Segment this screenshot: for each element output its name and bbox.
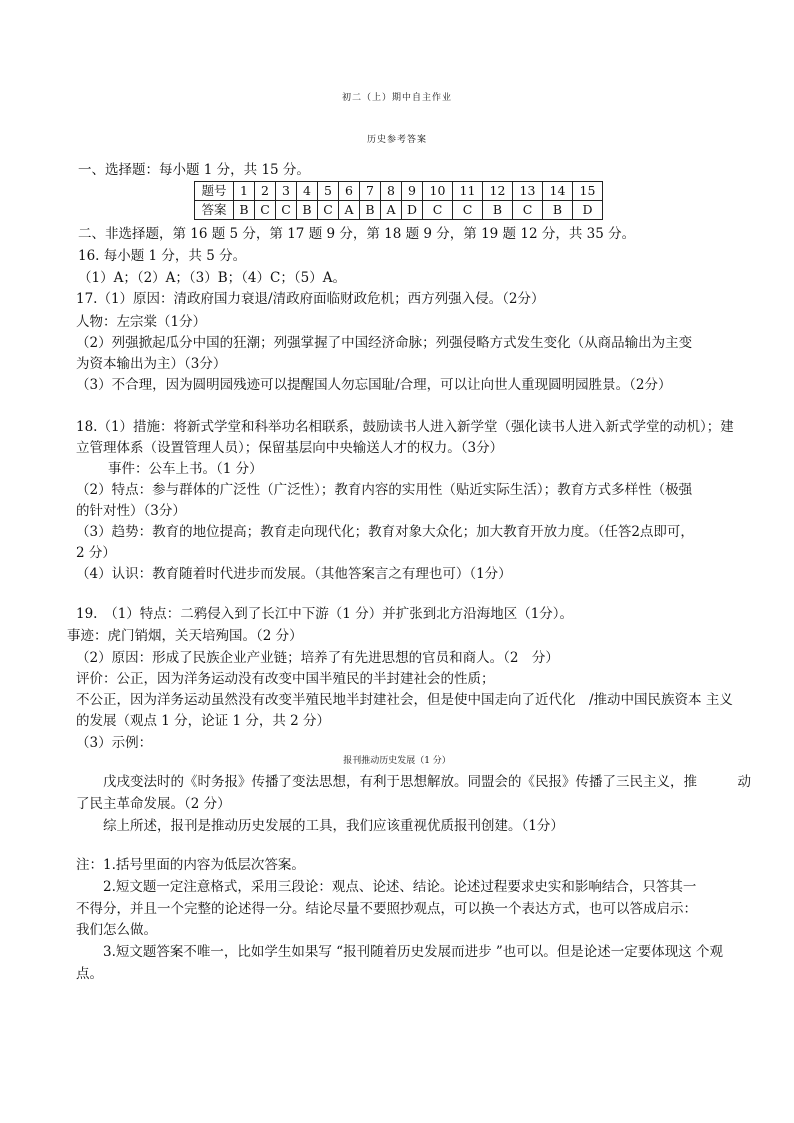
table-cell: B [483, 201, 513, 220]
q18-line: 18.（1）措施：将新式学堂和科举功名相联系，鼓励读书人进入新学堂（强化读书人进入新式学堂的动机）；建 [76, 419, 734, 435]
q17-line: （2）列强掀起瓜分中国的狂潮；列强掌握了中国经济命脉；列强侵略方式发生变化（从商品输出为主变 [76, 335, 693, 351]
notes-line: 我们怎么做。 [76, 922, 157, 938]
q19-essay-title: 报刊推动历史发展（1 分） [343, 756, 451, 766]
section1-heading: 一、选择题：每小题 1 分，共 15 分。 [78, 162, 310, 178]
q16-line: （1）A；（2）A；（3）B；（4）C；（5）A。 [78, 270, 346, 286]
table-cell: C [255, 201, 276, 220]
page-subtitle: 历史参考答案 [366, 135, 427, 145]
answer-table [194, 181, 603, 220]
table-cell: C [318, 201, 339, 220]
q19-line: 戊戌变法时的《时务报》传播了变法思想，有利于思想解放。同盟会的《民报》传播了三民主义，推 动 [103, 774, 751, 790]
q19-line: 19. （1）特点：二鸦侵入到了长江中下游（1 分）并扩张到北方沿海地区（1分）。 [76, 606, 574, 622]
q18-line: （4）认识：教育随着时代进步而发展。（其他答案言之有理也可）（1分） [76, 566, 512, 582]
table-cell: B [360, 201, 381, 220]
table-cell: 1 [234, 182, 255, 201]
table-cell: 4 [297, 182, 318, 201]
table-cell: 3 [276, 182, 297, 201]
table-cell: 15 [573, 182, 603, 201]
q19-line: 不公正，因为洋务运动虽然没有改变半殖民地半封建社会，但是使中国走向了近代化 /推动中国民族资本 主义 [76, 692, 733, 708]
q18-line: 的针对性）（3分） [76, 503, 186, 519]
table-cell: 14 [543, 182, 573, 201]
q19-line: （2）原因：形成了民族企业产业链；培养了有先进思想的官员和商人。（2 分） [76, 650, 559, 666]
answer-table-number-row [195, 182, 603, 201]
q16-line: 16. 每小题 1 分，共 5 分。 [78, 248, 247, 264]
q18-line: 事件：公车上书。（1 分） [108, 461, 263, 477]
table-cell: A [381, 201, 402, 220]
q19-line: 了民主革命发展。（2 分） [76, 796, 231, 812]
notes-line: 注：1.括号里面的内容为低层次答案。 [76, 857, 305, 873]
q19-line: 综上所述，报刊是推动历史发展的工具，我们应该重视优质报刊创建。（1分） [103, 818, 564, 834]
table-cell: 11 [453, 182, 483, 201]
table-cell: 6 [339, 182, 360, 201]
table-cell: B [543, 201, 573, 220]
table-cell: C [276, 201, 297, 220]
table-cell: 10 [423, 182, 453, 201]
notes-line: 不得分，并且一个完整的论述得一分。结论尽量不要照抄观点，可以换一个表达方式，也可以答成启示： [76, 901, 697, 917]
notes-line: 2.短文题一定注意格式，采用三段论：观点、论述、结论。论述过程要求史实和影响结合，只答其一 [103, 879, 697, 895]
table-cell: D [573, 201, 603, 220]
q19-line: （3）示例： [76, 735, 153, 751]
q18-line: （3）趋势：教育的地位提高；教育走向现代化；教育对象大众化；加大教育开放力度。（任答2点即可， [76, 524, 694, 540]
table-cell: 12 [483, 182, 513, 201]
table-cell: 8 [381, 182, 402, 201]
notes-line: 点。 [76, 966, 103, 982]
q17-line: 人物：左宗棠（1分） [76, 314, 207, 330]
table-row-label: 答案 [195, 201, 234, 220]
table-cell: 5 [318, 182, 339, 201]
q18-line: 2 分） [76, 545, 116, 561]
q19-line: 事迹：虎门销烟，关天培殉国。（2 分） [67, 628, 303, 644]
q19-line: 评价：公正，因为洋务运动没有改变中国半殖民的半封建社会的性质； [76, 671, 495, 687]
q17-line: （3）不合理，因为圆明园残迹可以提醒国人勿忘国耻/合理，可以让向世人重现圆明园胜景。（2分） [76, 377, 672, 393]
table-cell: 7 [360, 182, 381, 201]
answer-table-answer-row [195, 201, 603, 220]
table-cell: D [402, 201, 423, 220]
table-cell: 2 [255, 182, 276, 201]
table-cell: 9 [402, 182, 423, 201]
q17-line: 为资本输出为主）（3分） [76, 356, 227, 372]
table-cell: B [234, 201, 255, 220]
table-cell: C [423, 201, 453, 220]
table-cell: C [513, 201, 543, 220]
notes-line: 3.短文题答案不唯一，比如学生如果写 “报刊随着历史发展而进步 ”也可以。但是论述一定要体现这 个观 [103, 944, 724, 960]
q17-line: 17.（1）原因：清政府国力衰退/清政府面临财政危机；西方列强入侵。（2分） [76, 291, 545, 307]
q18-line: 立管理体系（设置管理人员）；保留基层向中央输送人才的权力。（3分） [76, 440, 504, 456]
page-title: 初二（上）期中自主作业 [341, 93, 452, 103]
table-cell: 13 [513, 182, 543, 201]
section2-heading: 二、非选择题，第 16 题 5 分，第 17 题 9 分，第 18 题 9 分，第 19 题 12 分，共 35 分。 [78, 226, 636, 242]
q19-line: 的发展（观点 1 分，论证 1 分，共 2 分） [76, 713, 331, 729]
table-cell: B [297, 201, 318, 220]
q18-line: （2）特点：参与群体的广泛性（广泛性）；教育内容的实用性（贴近实际生活）；教育方式多样性（极强 [76, 482, 693, 498]
table-cell: A [339, 201, 360, 220]
table-cell: C [453, 201, 483, 220]
table-row-label: 题号 [195, 182, 234, 201]
